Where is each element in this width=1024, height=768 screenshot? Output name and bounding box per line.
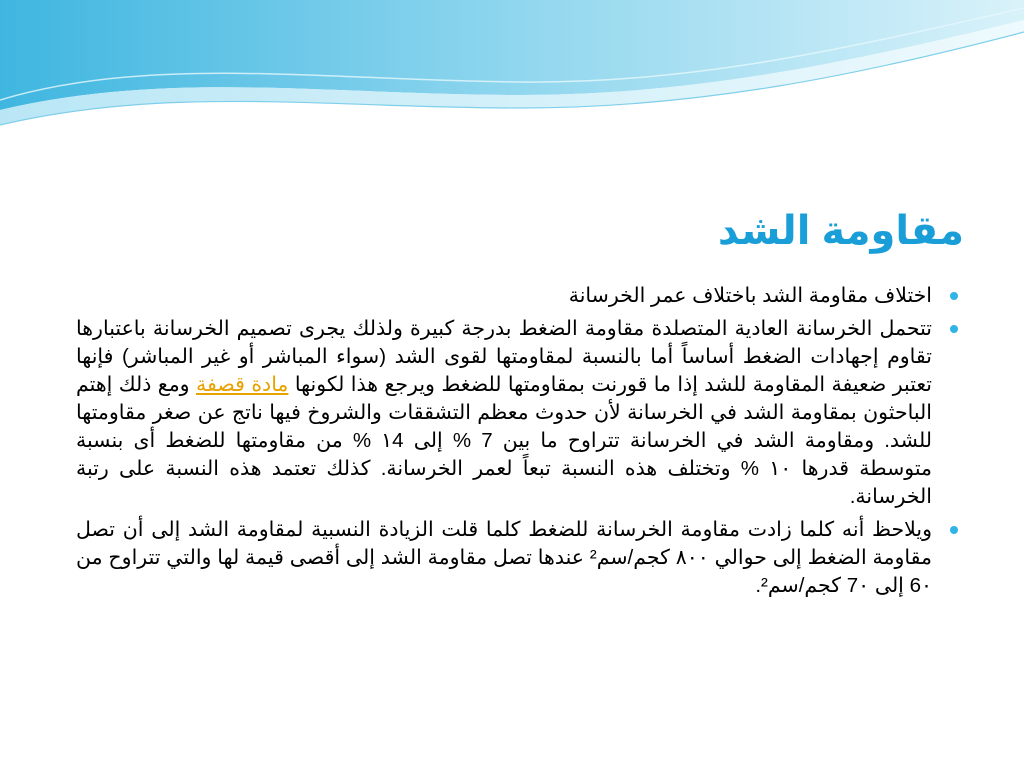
bullet-icon bbox=[950, 292, 958, 300]
bullet-text-after-link: ومع ذلك إهتم الباحثون بمقاومة الشد في الخرسانة لأن حدوث معظم التشققات والشروخ فيها ناتج عن صغر مقاومتها للشد. ومقاومة الشد في الخرسانة تتراوح ما بين 7 % إلى ١4 % من مقاومتها للضغط أى بنسبة متوسطة قدرها ١٠ % وتختلف هذه النسبة تبعاً لعمر الخرسانة. كذلك تعتمد هذه النسبة على رتبة الخرسانة. bbox=[76, 373, 932, 508]
bullet-item bbox=[76, 516, 960, 600]
bullet-text-before-link: تتحمل الخرسانة العادية المتصلدة مقاومة الضغط بدرجة كبيرة ولذلك يجرى تصميم الخرسانة باعتبارها تقاوم إجهادات الضغط أساساً أما بالنسبة لمقاومتها لقوى الشد (سواء المباشر أو غير المباشر) فإنها تعتبر ضعيفة المقاومة للشد إذا ما قورنت بمقاومتها للضغط ويرجع هذا لكونها bbox=[76, 317, 932, 396]
bullet-text: ويلاحظ أنه كلما زادت مقاومة الخرسانة للضغط كلما قلت الزيادة النسبية لمقاومة الشد إلى أن تصل مقاومة الضغط إلى حوالي ٨٠٠ كجم/سم² عندها تصل مقاومة الشد إلى أقصى قيمة لها والتي تتراوح من 6٠ إلى 7٠ كجم/سم². bbox=[76, 518, 932, 597]
bullet-text: اختلاف مقاومة الشد باختلاف عمر الخرسانة bbox=[568, 284, 932, 307]
bullet-icon bbox=[950, 526, 958, 534]
slide-title: مقاومة الشد bbox=[717, 209, 964, 253]
bullet-icon bbox=[950, 325, 958, 333]
bullet-item bbox=[76, 282, 960, 310]
bullet-item bbox=[76, 315, 960, 511]
bullet-list bbox=[76, 282, 960, 605]
brittle-material-link[interactable]: مادة قصفة bbox=[195, 373, 289, 396]
decorative-wave-header bbox=[0, 0, 1024, 130]
